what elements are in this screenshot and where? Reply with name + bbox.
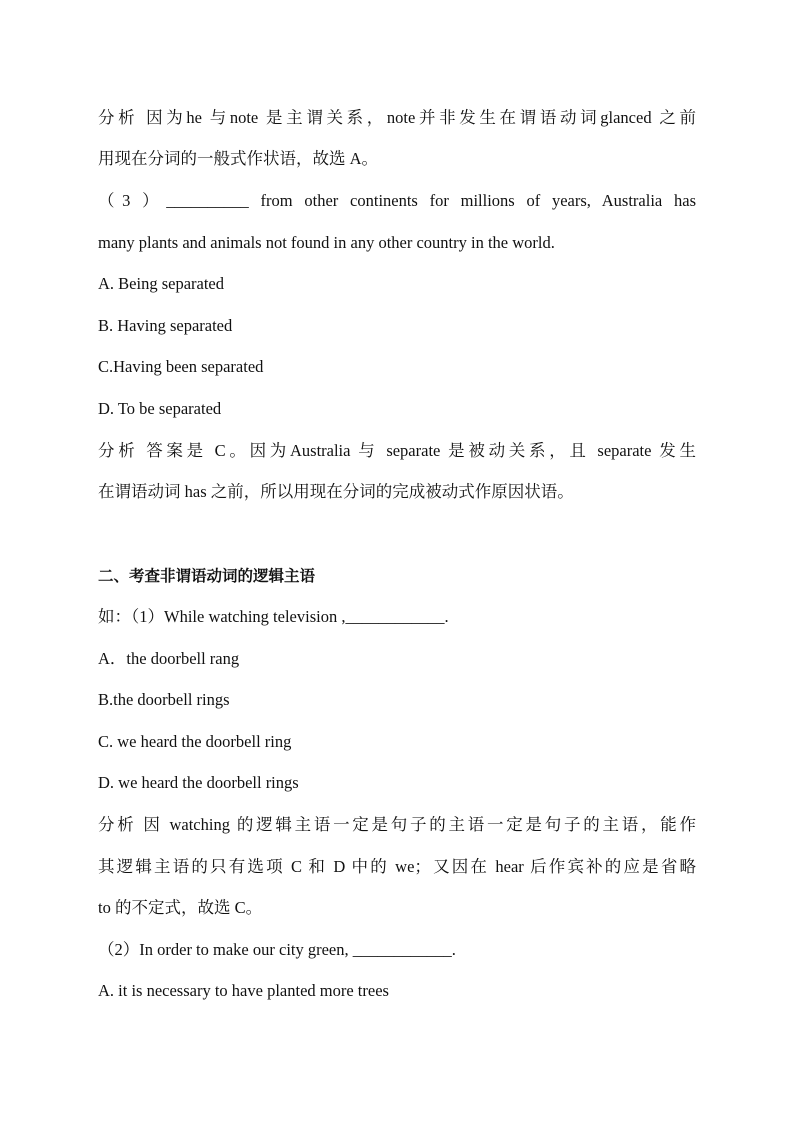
option-c: C.Having been separated: [98, 357, 264, 376]
question-1-line: 如：（1）While watching television ,____________.: [98, 607, 449, 626]
q1-option-b: B.the doorbell rings: [98, 690, 230, 709]
analysis-1-line-2: 用现在分词的一般式作状语，故选 A。: [98, 149, 379, 168]
option-b: B. Having separated: [98, 316, 233, 335]
q1-option-c: C. we heard the doorbell ring: [98, 732, 292, 751]
q1-option-d: D. we heard the doorbell rings: [98, 773, 299, 792]
question-3-line-1: （3 ）__________ from other continents for millions of years, Australia has: [98, 191, 696, 210]
option-d: D. To be separated: [98, 399, 222, 418]
analysis-3-line-1: 分析 因 watching 的逻辑主语一定是句子的主语一定是句子的主语，能作: [98, 815, 696, 834]
q1-option-a: A．the doorbell rang: [98, 649, 240, 668]
q2-option-a: A. it is necessary to have planted more trees: [98, 981, 389, 1000]
section-heading: 二、考查非谓语动词的逻辑主语: [98, 567, 316, 585]
analysis-3-line-3: to 的不定式，故选 C。: [98, 898, 263, 917]
question-3-line-2: many plants and animals not found in any other country in the world.: [98, 233, 555, 252]
question-2-line: （2）In order to make our city green, ____________.: [98, 940, 456, 959]
option-a: A. Being separated: [98, 274, 224, 293]
analysis-3-line-2: 其逻辑主语的只有选项 C 和 D 中的 we；又因在 hear 后作宾补的应是省略: [98, 857, 696, 876]
analysis-1-line-1: 分析 因为he 与note 是主谓关系，note并非发生在谓语动词glanced 之前: [98, 108, 696, 127]
analysis-2-line-1: 分析 答案是 C。因为Australia 与 separate 是被动关系，且 separate 发生: [98, 441, 696, 460]
analysis-2-line-2: 在谓语动词 has 之前，所以用现在分词的完成被动式作原因状语。: [98, 482, 574, 501]
